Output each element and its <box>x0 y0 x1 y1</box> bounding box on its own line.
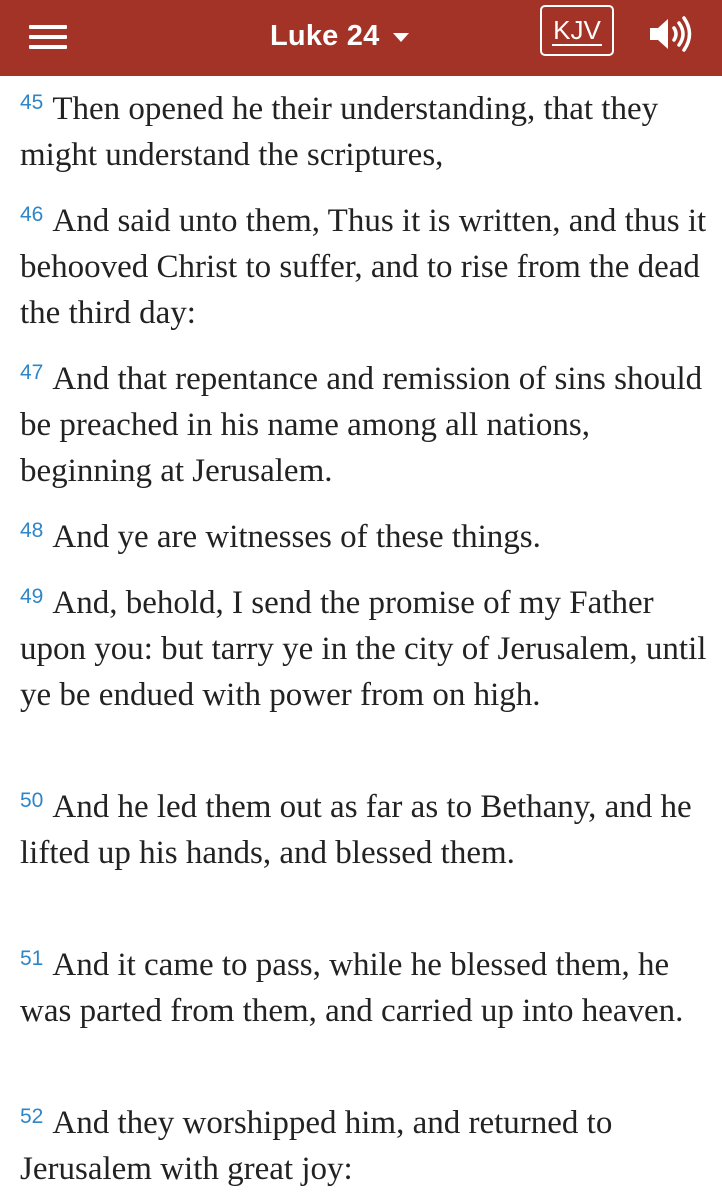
menu-line <box>29 45 67 49</box>
verse-text: And he led them out as far as to Bethany, and he lifted up his hands, and blessed them. <box>20 789 692 871</box>
verse-50[interactable] <box>20 778 710 876</box>
verse-number[interactable]: 51 <box>20 947 44 970</box>
verse-46[interactable] <box>20 192 710 336</box>
bible-version-button[interactable] <box>540 5 614 56</box>
verse-47[interactable] <box>20 350 710 494</box>
verse-text: Then opened he their understanding, that they might understand the scriptures, <box>20 91 659 173</box>
hamburger-menu-icon[interactable] <box>29 22 67 52</box>
verse-number[interactable]: 52 <box>20 1105 44 1128</box>
verse-number[interactable]: 45 <box>20 91 44 114</box>
verse-text: And ye are witnesses of these things. <box>52 519 541 555</box>
speaker-volume-icon[interactable] <box>646 14 694 54</box>
verse-48[interactable] <box>20 508 710 560</box>
verse-text: And, behold, I send the promise of my Father upon you: but tarry ye in the city of Jerusalem, until ye be endued with power from on high. <box>20 585 707 713</box>
speaker-volume-icon-graphic <box>646 14 694 54</box>
verse-45[interactable] <box>20 80 710 178</box>
chapter-title: Luke 24 <box>270 19 380 52</box>
verse-text: And they worshipped him, and returned to Jerusalem with great joy: <box>20 1105 613 1187</box>
verse-number[interactable]: 47 <box>20 361 44 384</box>
menu-line <box>29 25 67 29</box>
verse-text: And said unto them, Thus it is written, and thus it behooved Christ to suffer, and to rise from the dead the third day: <box>20 203 707 331</box>
verse-text: And that repentance and remission of sins should be preached in his name among all nations, beginning at Jerusalem. <box>20 361 703 489</box>
top-navigation-bar <box>0 0 722 76</box>
verse-51[interactable] <box>20 936 710 1034</box>
chapter-content[interactable] <box>0 76 722 1200</box>
verse-text: And it came to pass, while he blessed them, he was parted from them, and carried up into heaven. <box>20 947 684 1029</box>
verse-number[interactable]: 46 <box>20 203 44 226</box>
version-label: KJV <box>553 14 601 45</box>
caret-down-icon <box>393 33 409 42</box>
verse-number[interactable]: 48 <box>20 519 44 542</box>
verse-number[interactable]: 50 <box>20 789 44 812</box>
verse-52[interactable] <box>20 1094 710 1192</box>
verse-number[interactable]: 49 <box>20 585 44 608</box>
menu-line <box>29 35 67 39</box>
verse-49[interactable] <box>20 574 710 718</box>
chapter-selector-button[interactable] <box>270 14 409 58</box>
